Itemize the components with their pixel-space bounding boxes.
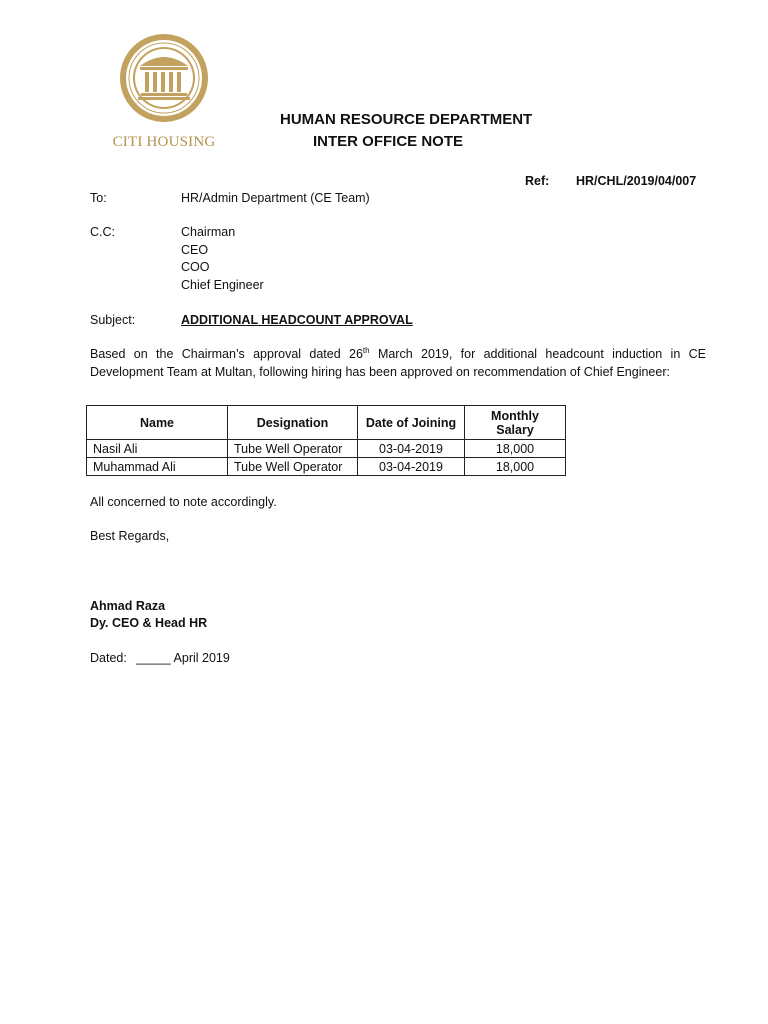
cell-name: Muhammad Ali <box>87 458 228 476</box>
cell-name: Nasil Ali <box>87 440 228 458</box>
ref-label: Ref: <box>525 174 550 188</box>
column-header-designation: Designation <box>228 406 358 440</box>
column-header-name: Name <box>87 406 228 440</box>
column-header-monthly-salary: Monthly Salary <box>465 406 566 440</box>
closing-regards: Best Regards, <box>90 529 170 543</box>
table-row <box>87 458 566 476</box>
cell-date-of-joining: 03-04-2019 <box>358 440 465 458</box>
logo-wordmark: CITI HOUSING <box>112 134 216 150</box>
table-header-row <box>87 406 566 440</box>
pillared-building-emblem-icon <box>118 32 210 124</box>
closing-note: All concerned to note accordingly. <box>90 495 277 509</box>
ref-value: HR/CHL/2019/04/007 <box>576 174 697 188</box>
cc-recipient: Chief Engineer <box>181 278 264 292</box>
column-header-date-of-joining: Date of Joining <box>358 406 465 440</box>
hiring-table <box>86 405 566 476</box>
body-text-part1: Based on the Chairman’s approval dated 26 <box>90 347 363 361</box>
signatory-title: Dy. CEO & Head HR <box>90 616 208 630</box>
dated-label: Dated: <box>90 651 127 665</box>
cc-recipient: Chairman <box>181 225 236 239</box>
body-paragraph <box>90 345 706 381</box>
citi-housing-logo <box>104 32 224 154</box>
dated-value: _____ April 2019 <box>136 651 230 665</box>
cell-monthly-salary: 18,000 <box>465 440 566 458</box>
body-text-part2: March 2019, for additional headcount induction in CE Development Team at Multan, following hiring has been approved on recommendation of Chief Engineer: <box>90 347 706 379</box>
subject-label: Subject: <box>90 313 136 327</box>
to-value: HR/Admin Department (CE Team) <box>181 191 370 205</box>
department-title: HUMAN RESOURCE DEPARTMENT <box>280 111 533 128</box>
cell-designation: Tube Well Operator <box>228 440 358 458</box>
cell-monthly-salary: 18,000 <box>465 458 566 476</box>
body-date-superscript: th <box>362 345 370 355</box>
cc-recipient: COO <box>181 260 210 274</box>
cc-label: C.C: <box>90 225 115 239</box>
cell-designation: Tube Well Operator <box>228 458 358 476</box>
cell-date-of-joining: 03-04-2019 <box>358 458 465 476</box>
table-row <box>87 440 566 458</box>
to-label: To: <box>90 191 107 205</box>
note-type-title: INTER OFFICE NOTE <box>313 133 463 150</box>
subject-value: ADDITIONAL HEADCOUNT APPROVAL <box>181 313 413 327</box>
signatory-name: Ahmad Raza <box>90 599 166 613</box>
cc-recipient: CEO <box>181 243 209 257</box>
